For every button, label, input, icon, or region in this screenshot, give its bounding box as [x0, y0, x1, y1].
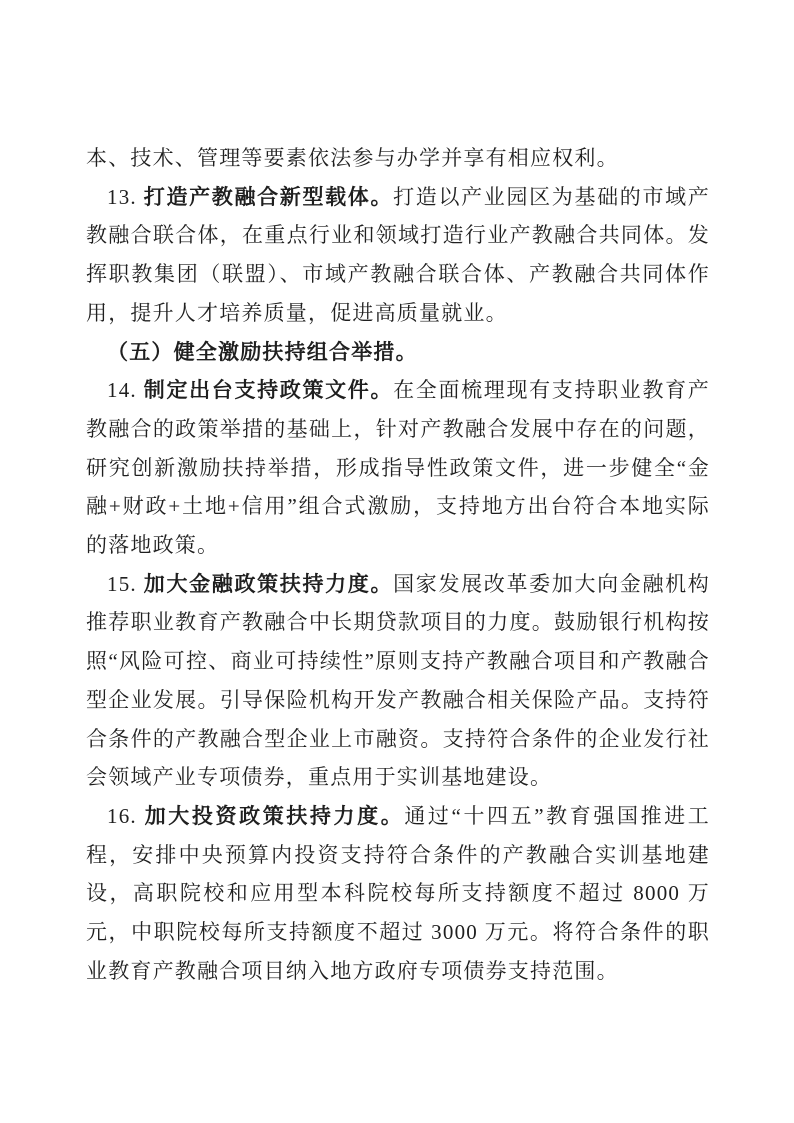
- paragraph-lead-text: 打造产教融合新型载体。: [143, 184, 394, 209]
- paragraph-text: 打造以产业园区为基础的市域产教融合联合体，在重点行业和领域打造行业产教融合共同体。发挥职教集团（联盟）、市域产教融合联合体、产教融合共同体作用，提升人才培养质量，促进高质量就业。: [86, 184, 710, 325]
- paragraph-text: 13.: [107, 184, 144, 209]
- paragraph-continuation: [86, 139, 710, 178]
- paragraph-text: 14.: [107, 378, 144, 403]
- paragraph-lead-text: （五）健全激励扶持组合举措。: [107, 339, 418, 364]
- paragraph-item-13: [86, 178, 710, 333]
- paragraph-text: 本、技术、管理等要素依法参与办学并享有相应权利。: [86, 146, 619, 170]
- heading-section-five: [86, 333, 710, 372]
- paragraph-text: 国家发展改革委加大向金融机构推荐职业教育产教融合中长期贷款项目的力度。鼓励银行机构按照“风险可控、商业可持续性”原则支持产教融合项目和产教融合型企业发展。引导保险机构开发产教融合相关保险产品。支持符合条件的产教融合型企业上市融资。支持符合条件的企业发行社会领域产业专项债券，重点用于实训基地建设。: [86, 571, 710, 790]
- paragraph-lead-text: 加大投资政策扶持力度。: [144, 803, 405, 828]
- paragraph-lead-text: 加大金融政策扶持力度。: [143, 571, 394, 596]
- paragraph-item-15: [86, 565, 710, 797]
- paragraph-text: 16.: [107, 803, 145, 828]
- paragraph-text: 通过“十四五”教育强国推进工程，安排中央预算内投资支持符合条件的产教融合实训基地建设，高职院校和应用型本科院校每所支持额度不超过 8000 万元，中职院校每所支持额度不超过 3000 万元。将符合条件的职业教育产教融合项目纳入地方政府专项债券支持范围。: [86, 803, 710, 983]
- paragraph-text: 15.: [107, 571, 144, 596]
- paragraph-item-14: [86, 371, 710, 565]
- document-body: [86, 139, 710, 990]
- paragraph-lead-text: 制定出台支持政策文件。: [143, 378, 394, 403]
- paragraph-text: 在全面梳理现有支持职业教育产教融合的政策举措的基础上，针对产教融合发展中存在的问题，研究创新激励扶持举措，形成指导性政策文件，进一步健全“金融+财政+土地+信用”组合式激励，支持地方出台符合本地实际的落地政策。: [86, 378, 710, 558]
- paragraph-item-16: [86, 797, 710, 991]
